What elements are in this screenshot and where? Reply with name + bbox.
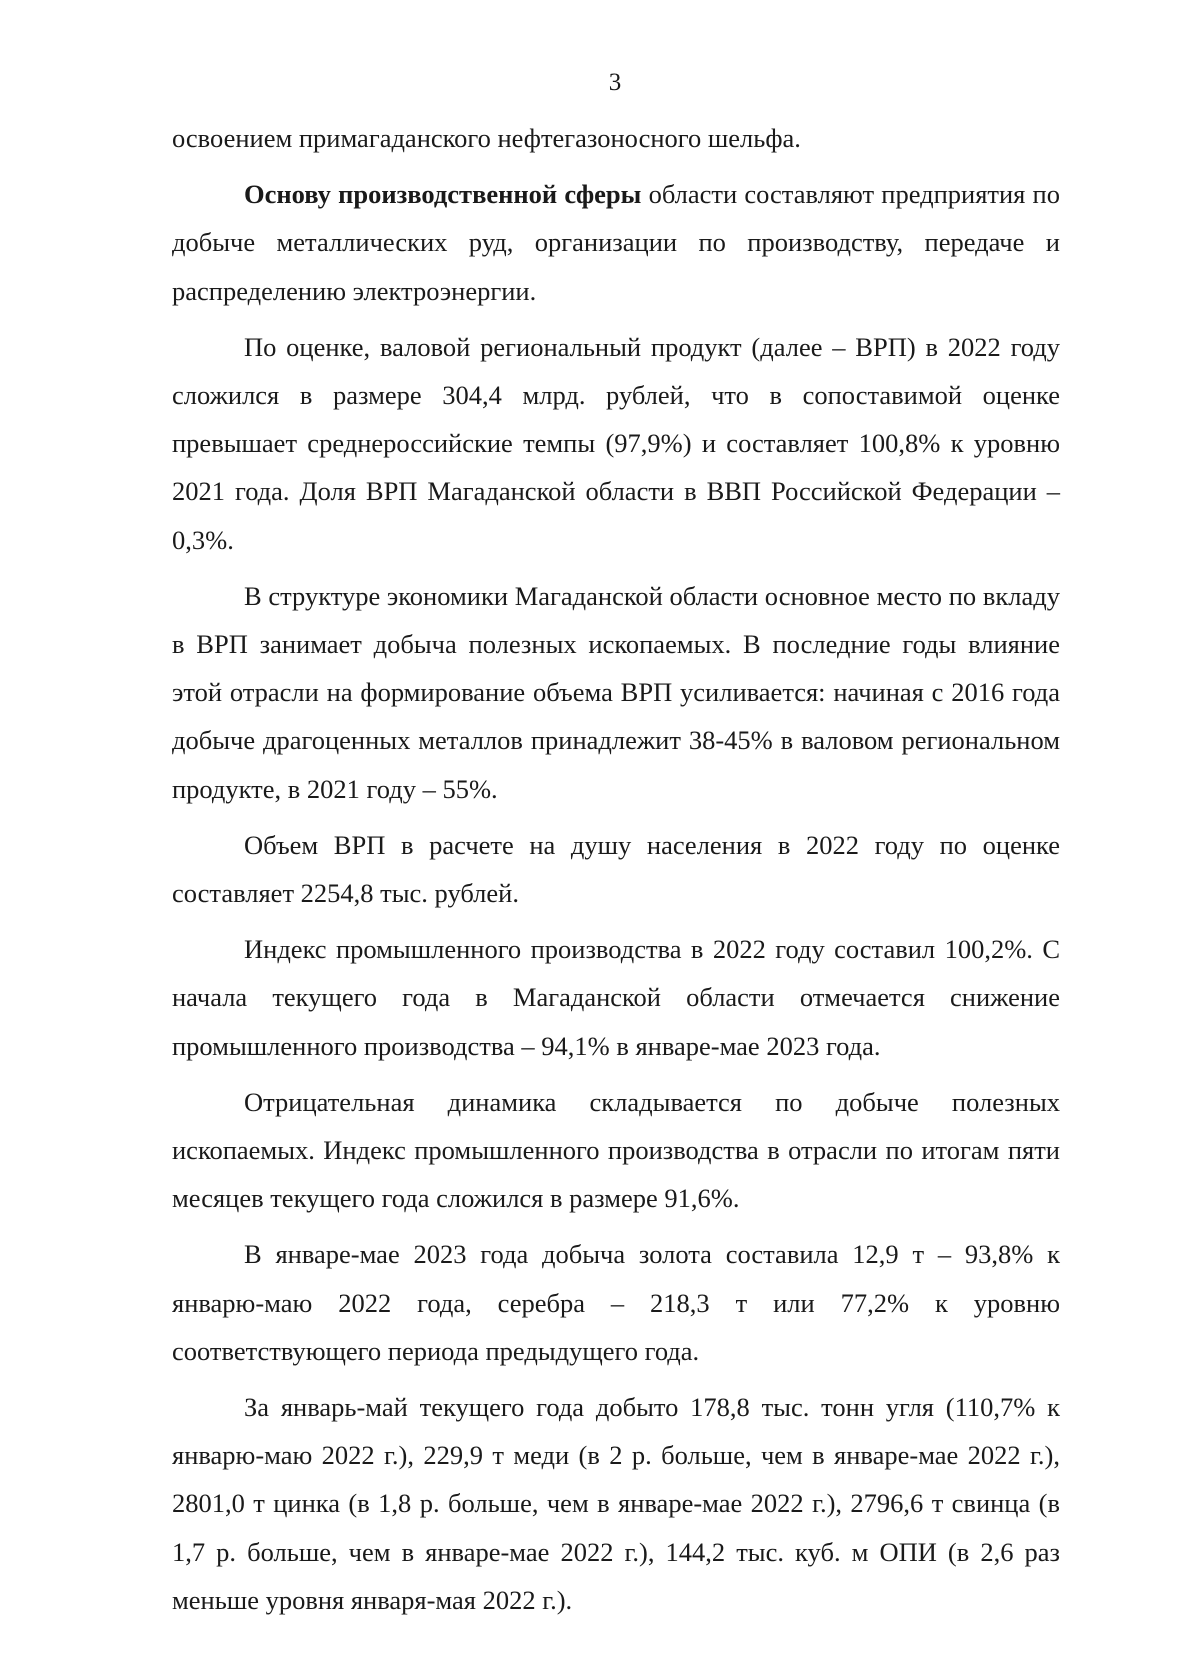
paragraph-8: В январе-мае 2023 года добыча золота составила 12,9 т – 93,8% к январю-маю 2022 года, серебра – 218,3 т или 77,2% к уровню соответствующего периода предыдущего года. [172,1239,1060,1366]
paragraph-2 [172,170,1060,315]
paragraph-4: В структуре экономики Магаданской области основное место по вкладу в ВРП занимает добыча полезных ископаемых. В последние годы влияние этой отрасли на формирование объема ВРП усиливается: начиная с 2016 года добыче драгоценных металлов принадлежит 38-45% в валовом региональном продукте, в 2021 году – 55%. [172,580,1060,804]
paragraph-6: Индекс промышленного производства в 2022 году составил 100,2%. С начала текущего года в Магаданской области отмечается снижение промышленного производства – 94,1% в январе-мае 2023 года. [172,934,1060,1061]
paragraph-2-bold-lead: Основу производственной сферы [244,179,642,210]
paragraph-9: За январь-май текущего года добыто 178,8 тыс. тонн угля (110,7% к январю-маю 2022 г.), 229,9 т меди (в 2 р. больше, чем в январе-мае 2022 г.), 2801,0 т цинка (в 1,8 р. больше, чем в январе-мае 2022 г.), 2796,6 т свинца (в 1,7 р. больше, чем в январе-мае 2022 г.), 144,2 тыс. куб. м ОПИ (в 2,6 раз меньше уровня января-мая 2022 г.). [172,1392,1060,1615]
paragraph-3: По оценке, валовой региональный продукт (далее – ВРП) в 2022 году сложился в размере 304,4 млрд. рублей, что в сопоставимой оценке превышает среднероссийские темпы (97,9%) и составляет 100,8% к уровню 2021 года. Доля ВРП Магаданской области в ВВП Российской Федерации – 0,3%. [172,331,1060,555]
paragraph-2-text: области составляют предприятия по добыче металлических руд, организации по производству, передаче и распределению электроэнергии. [172,179,1060,306]
document-body [172,114,1060,1624]
paragraph-1: освоением примагаданского нефтегазоносного шельфа. [172,123,801,153]
page-number: 3 [608,69,622,96]
paragraph-7: Отрицательная динамика складывается по добыче полезных ископаемых. Индекс промышленного производства в отрасли по итогам пяти месяцев текущего года сложился в размере 91,6%. [172,1086,1060,1214]
paragraph-5: Объем ВРП в расчете на душу населения в 2022 году по оценке составляет 2254,8 тыс. рублей. [172,829,1060,909]
